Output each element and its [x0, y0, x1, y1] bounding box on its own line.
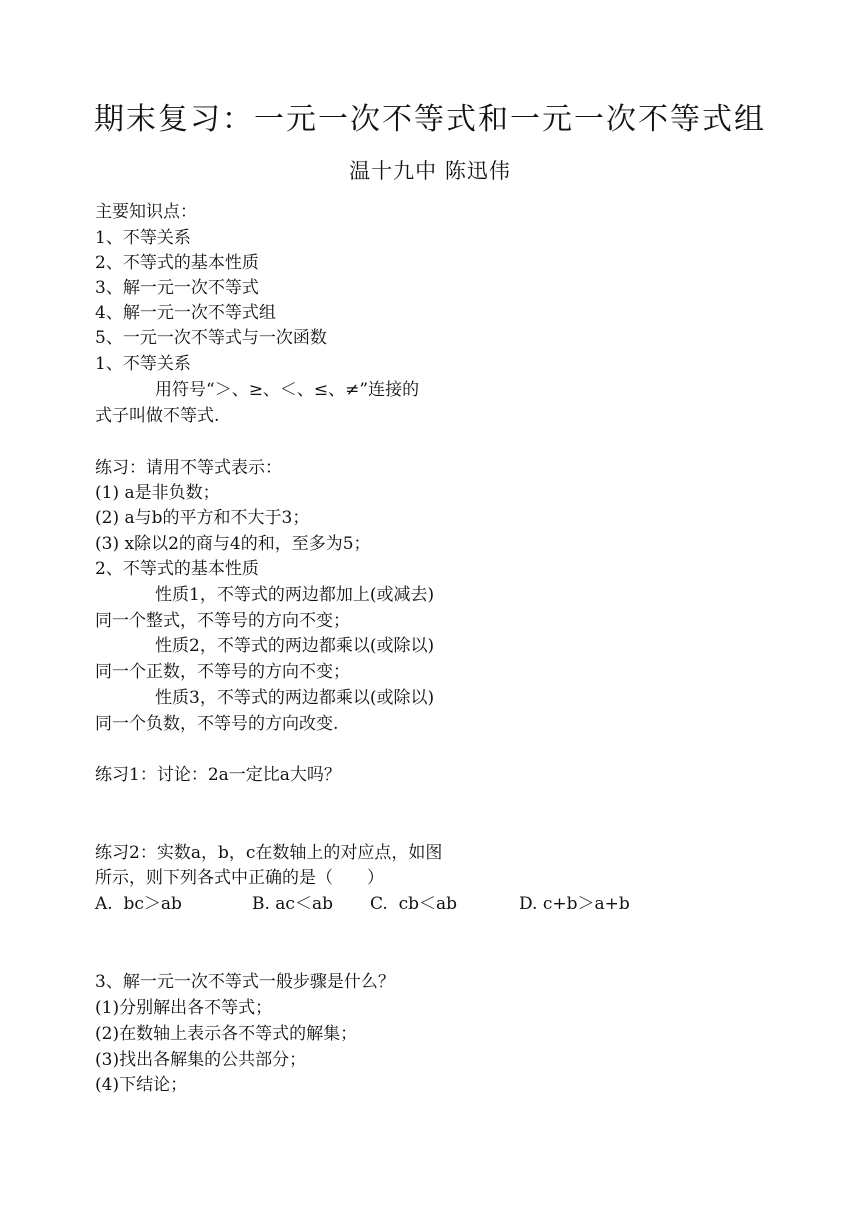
page-title: 期末复习：一元一次不等式和一元一次不等式组 — [94, 102, 766, 137]
practice1-text: 练习1：讨论：2a一定比a大吗？ — [95, 765, 341, 785]
knowledge-item: 2、不等式的基本性质 — [95, 253, 259, 273]
section3-heading: 3、解一元一次不等式一般步骤是什么？ — [95, 972, 395, 992]
section1-text: 用符号“＞、≥、＜、≤、≠”连接的 — [155, 380, 420, 400]
section2-line: 同一个负数，不等号的方向改变. — [95, 714, 339, 734]
option-a: A. bc＞ab — [95, 894, 182, 914]
section3-step: (4)下结论； — [95, 1075, 188, 1095]
section3-step: (2)在数轴上表示各不等式的解集； — [95, 1024, 358, 1044]
knowledge-item: 4、解一元一次不等式组 — [95, 303, 276, 323]
knowledge-heading: 主要知识点： — [95, 202, 197, 222]
section1-text: 式子叫做不等式. — [95, 406, 220, 426]
author-line: 温十九中 陈迅伟 — [349, 159, 511, 183]
section2-line: 同一个正数，不等号的方向不变； — [95, 662, 350, 682]
exercise-item: (2) a与b的平方和不大于3； — [95, 508, 310, 528]
section1-heading: 1、不等关系 — [95, 354, 191, 374]
practice2-text: 所示，则下列各式中正确的是（ ） — [95, 868, 384, 888]
section2-line: 同一个整式，不等号的方向不变； — [95, 611, 350, 631]
exercise-heading: 练习：请用不等式表示： — [95, 458, 282, 478]
option-d: D. c+b＞a+b — [519, 894, 630, 914]
exercise-item: (3) x除以2的商与4的和，至多为5； — [95, 534, 371, 554]
section3-step: (1)分别解出各不等式； — [95, 998, 273, 1018]
practice2-text: 练习2：实数a，b，c在数轴上的对应点，如图 — [95, 843, 443, 863]
section2-line: 性质1，不等式的两边都加上(或减去) — [155, 585, 435, 605]
section2-heading: 2、不等式的基本性质 — [95, 559, 259, 579]
exercise-item: (1) a是非负数； — [95, 483, 220, 503]
option-b: B. ac＜ab — [252, 894, 333, 914]
option-c: C. cb＜ab — [370, 894, 458, 914]
knowledge-item: 1、不等关系 — [95, 228, 191, 248]
knowledge-item: 3、解一元一次不等式 — [95, 278, 259, 298]
section2-line: 性质3，不等式的两边都乘以(或除以) — [155, 688, 435, 708]
knowledge-item: 5、一元一次不等式与一次函数 — [95, 328, 327, 348]
section3-step: (3)找出各解集的公共部分； — [95, 1050, 307, 1070]
section2-line: 性质2，不等式的两边都乘以(或除以) — [155, 636, 435, 656]
